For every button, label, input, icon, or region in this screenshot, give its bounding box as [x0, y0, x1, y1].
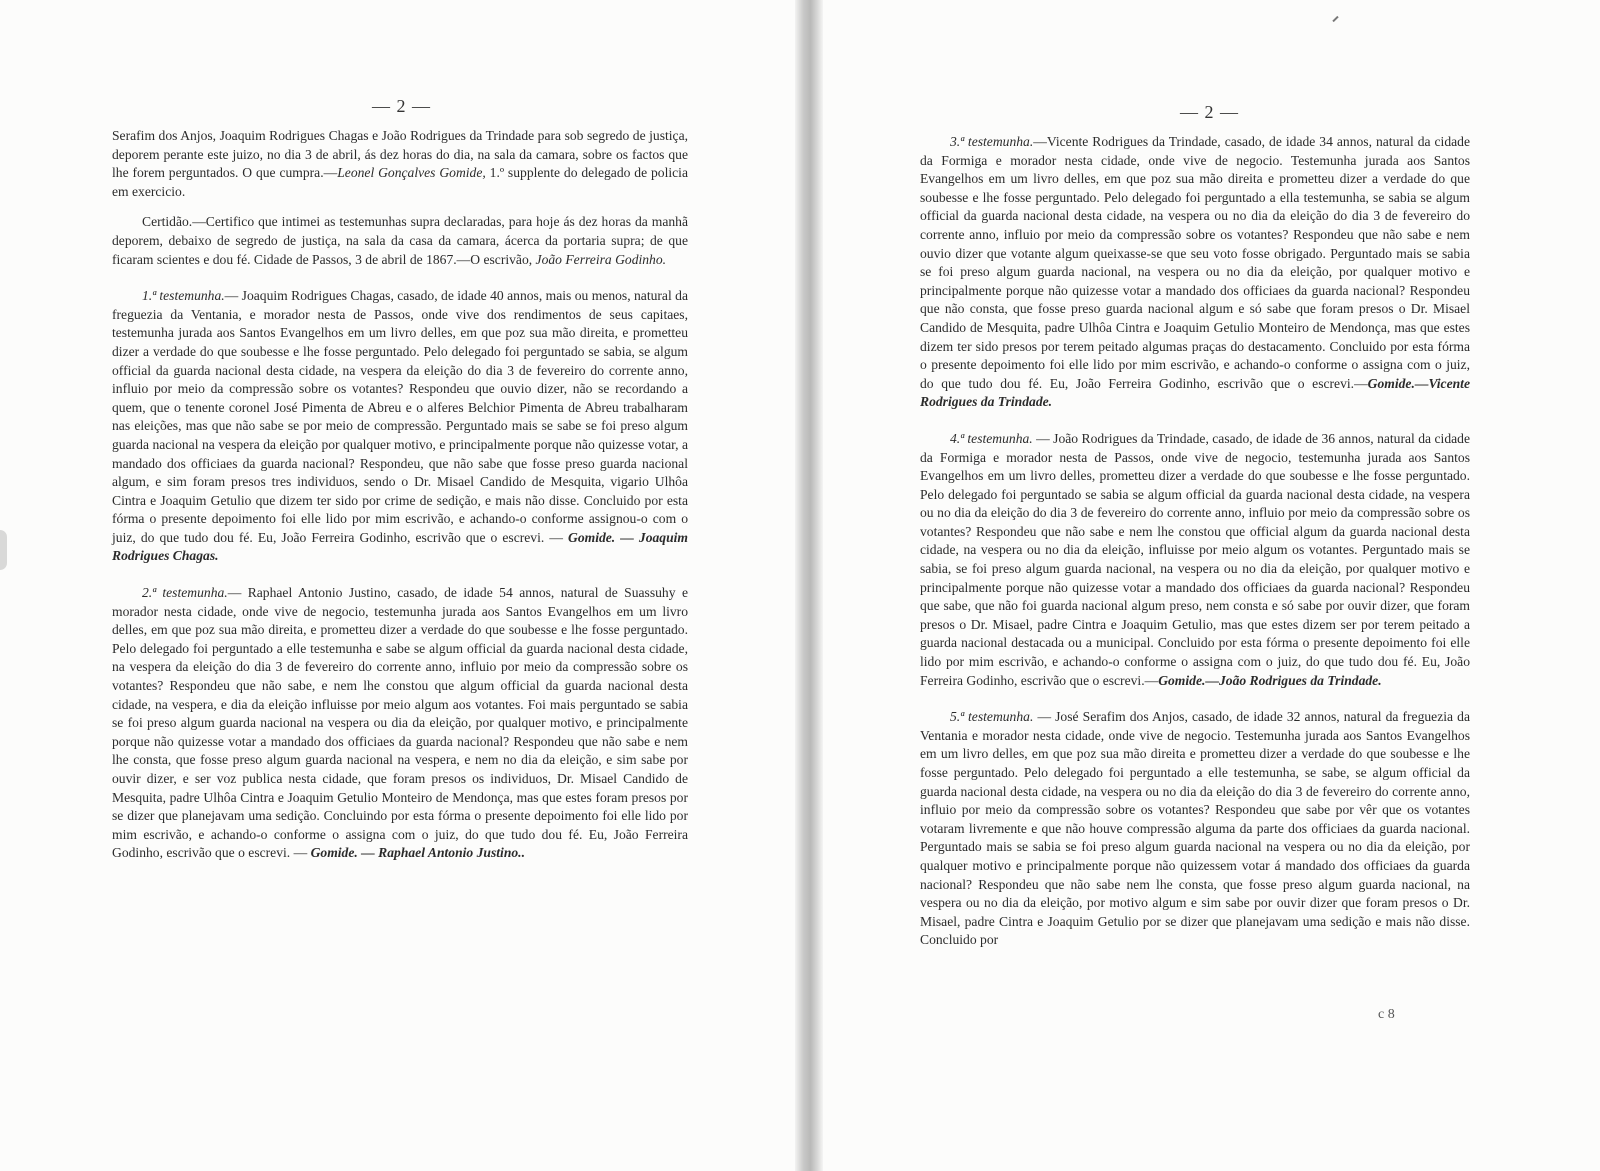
- right-paragraph-2: [920, 708, 1470, 950]
- left-p0-tail: 1.º supplente do delegado de policia em exercicio.: [112, 165, 688, 199]
- right-paragraph-1: [920, 430, 1470, 690]
- left-paragraph-1: [112, 213, 688, 269]
- right-p1-signature: Gomide.—João Rodrigues da Trindade.: [1158, 672, 1382, 688]
- right-p2-text: — José Serafim dos Anjos, casado, de idade 32 annos, natural da freguezia da Ventania e morador nesta cidade, onde vive de negocio. Testemunha jurada aos Santos Evangelhos em um livro delles, em que poz sua mão direita e prometteu dizer a verdade do que soubesse e lhe fosse perguntado. Pelo delegado foi perguntado a elle testemunha, se sabe, se algum official da guarda nacional desta cidade, na vespera ou no dia da eleição do dia 3 de fevereiro do corrente anno, influio por meio da compressão sobre os votantes? Respondeu que sabe por vêr que os votantes votaram livremente e que não houve compressão alguma da parte dos officiaes da guarda nacional. Perguntado mais se sabia se foi preso algum guarda nacional na vespera ou no dia da eleição, por qualquer motivo e principalmente porque não quizessem votar á mandado dos officiaes da guarda nacional? Respondeu que não sabe nem lhe consta, que fosse preso algum guarda nacional, na vespera ou no dia da eleição, por motivo algum e sim sabe por ouvir dizer que foram presos o Dr. Misael, padre Cintra e Joaquim Getulio por se dizer que planejavam uma sedição e mais não disse. Concluido por: [920, 709, 1470, 948]
- left-paragraph-0: [112, 127, 688, 201]
- left-p2-text: — Joaquim Rodrigues Chagas, casado, de idade 40 annos, mais ou menos, natural da freguezia da Ventania, e morador nesta de Passos, onde vive dos rendimentos de seus capitaes, testemunha jurada aos Santos Evangelhos em um livro delles, em que poz sua mão direita, e prometteu dizer a verdade do que soubesse e lhe fosse perguntado. Pelo delegado foi perguntado se sabia, se algum official da guarda nacional desta cidade, na vespera da eleição do dia 3 de fevereiro do corrente anno, influio por meio da compressão sobre os votantes? Respondeu que ouvio dizer, não se recordando a quem, que o tenente coronel José Pimenta de Abreu e o alferes Belchior Pimenta de Abreu trabalharam nas eleições, mas que não sabe se por meio de compressão. Perguntado mais se sabe se foi preso algum guarda nacional na vespera da eleição por qualquer motivo, e principalmente porque não quizesse votar, a mandado dos officiaes da guarda nacional? Respondeu, que não sabe que fosse preso guarda nacional algum, e sim foram presos tres individuos, sendo o Dr. Misael Candido de Mesquita, vigario Ulhôa Cintra e Joaquim Getulio que dizem ter sido por crime de sedição, e mais não disse. Concluido por esta fórma o presente depoimento foi elle lido por mim escrivão, e achando-o conforme assignou-o com o juiz, do que tudo dou fé. Eu, João Ferreira Godinho, escrivão que o escrevi. —: [112, 288, 688, 545]
- left-p0-text: Serafim dos Anjos, Joaquim Rodrigues Chagas e João Rodrigues da Trindade para sob segredo de justiça, deporem perante este juizo, no dia 3 de abril, ás dez horas do dia, na sala da camara, sobre os factos que lhe forem perguntados. O que cumpra.—: [112, 128, 688, 181]
- left-p3-label: 2.ª testemunha.: [142, 585, 228, 601]
- right-p0-text: —Vicente Rodrigues da Trindade, casado, de idade 34 annos, natural da cidade da Formiga e morador nesta cidade, onde vive de negocio. Testemunha jurada aos Santos Evangelhos em um livro delles, em que poz sua mão direita e prometteu dizer a verdade do que soubesse e lhe fosse perguntado. Pelo delegado foi perguntado a ella testemunha, se sabia se algum official da guarda nacional desta cidade, na vespera ou no dia da eleição do dia 3 de fevereiro do corrente anno, influio por meio da compressão sobre os votantes? Respondeu que não sabe e nem ouvio dizer que votante algum queixasse-se que seu voto fosse obrigado. Perguntado mais se sabia se foi preso algum guarda nacional, na vespera ou no dia da eleição, por qualquer motivo e principalmente porque não quizesse votar a mandado dos officiaes da guarda nacional? Respondeu que não consta, que fosse preso guarda nacional algum e só sabe que foram presos o Dr. Misael Candido de Mesquita, padre Ulhôa Cintra e Joaquim Getulio Monteiro de Mendonça, mas que estes dizem ter sido presos por terem peitado algumas praças do destacamento. Concluido por esta fórma o presente depoimento foi elle lido por mim escrivão, e achando-o conforme o assigna com o juiz, do que tudo dou fé. Eu, João Ferreira Godinho, escrivão que o escrevi.—: [920, 134, 1470, 391]
- left-paragraph-2: [112, 287, 688, 566]
- left-p3-text: — Raphael Antonio Justino, casado, de idade 54 annos, natural de Suassuhy e morador nesta cidade, onde vive de negocio, testemunha jurada aos Santos Evangelhos em um livro delles, em que poz sua mão direita, e prometteu dizer a verdade do que soubesse e lhe fosse perguntado. Pelo delegado foi perguntado a elle testemunha e sabe se algum official da guarda nacional desta cidade, na vespera da eleição do dia 3 de fevereiro do corrente anno, influio por meio da compressão sobre os votantes? Respondeu que não sabe, e nem lhe constou que algum official da guarda nacional desta cidade, na vespera, e dia da eleição influisse por meio algum aos votantes. Foi mais perguntado se sabia se foi preso algum guarda nacional na vespera ou dia da eleição, por qualquer motivo, e principalmente porque não quizesse votar a mandado dos officiaes da guarda nacional? Respondeu que não sabe e nem lhe consta, que fosse preso algum guarda nacional na vespera, e nem no dia da eleição, e sim sabe por ouvir dizer, e ser voz publica nesta cidade, que foram presos os individuos, Dr. Misael Candido de Mesquita, padre Ulhôa Cintra e Joaquim Getulio Monteiro de Mendonça, mas que estes foram presos por se dizer que planejavam uma sedição. Concluindo por esta fórma o presente depoimento foi elle lido por mim escrivão, e achando-o conforme o assigna com o juiz, do que tudo dou fé. Eu, João Ferreira Godinho, escrivão que o escrevi. —: [112, 585, 688, 861]
- right-paragraph-0: [920, 133, 1470, 412]
- right-folio: — 2 —: [1180, 102, 1239, 122]
- right-p2-label: 5.ª testemunha.: [950, 709, 1034, 725]
- left-p0-signature: Leonel Gonçalves Gomide,: [337, 165, 486, 181]
- right-p1-label: 4.ª testemunha.: [950, 430, 1033, 446]
- left-p3-signature: Gomide. — Raphael Antonio Justino..: [310, 845, 525, 861]
- left-p2-signature: Gomide. — Joaquim Rodrigues Chagas.: [112, 529, 689, 564]
- left-folio: — 2 —: [372, 96, 431, 116]
- left-p1-text: Certidão.—Certifico que intimei as testemunhas supra declaradas, para hoje ás dez horas da manhã deporem, debaixo de segredo de justiça, na sala da casa da camara, ácerca da portaria supra; de que ficaram scientes e dou fé. Cidade de Passos, 3 de abril de 1867.—O escrivão,: [112, 214, 688, 267]
- book-gutter: [795, 0, 823, 1171]
- left-paragraph-3: [112, 584, 688, 863]
- left-column: [112, 127, 688, 881]
- right-p1-text: — João Rodrigues da Trindade, casado, de idade de 36 annos, natural da cidade da Formiga e morador nesta de Passos, onde vive de negocio, testemunha jurada aos Santos Evangelhos em um livro delles, prometteu dizer a verdade do que soubesse e lhe fosse perguntado. Pelo delegado foi perguntado se sabia se algum official da guarda nacional desta cidade, na vespera ou no dia da eleição do dia 3 de fevereiro do corrente anno, influio por meio da compressão sobre os votantes? Respondeu que não sabe e nem lhe constou que official algum da guarda nacional desta cidade, na vespera ou no dia da eleição, influisse por meio algum os votantes. Perguntado mais se sabia, se foi preso algum guarda nacional, na vespera ou no dia da eleição, por qualquer motivo e principalmente porque não quizesse votar a mandado dos officiaes da guarda nacional? Respondeu que sabe, que não foi guarda nacional algum preso, nem consta e só sabe por ouvir dizer, que foram presos o Dr. Misael, padre Cintra e Joaquim Getulio, mas que estes dizem ser por terem peitado a guarda nacional destacada ou a municipal. Concluido por esta fórma o presente depoimento foi elle lido por mim escrivão, e achando-o conforme o assigna com o juiz, do que tudo dou fé. Eu, João Ferreira Godinho, escrivão que o escrevi.—: [920, 430, 1470, 688]
- left-p1-signature: João Ferreira Godinho.: [535, 251, 667, 267]
- right-p0-signature: Gomide.—Vicente Rodrigues da Trindade.: [920, 375, 1470, 410]
- printer-signature-mark: c 8: [1378, 1007, 1395, 1022]
- right-p0-label: 3.ª testemunha.: [950, 134, 1034, 149]
- left-p2-label: 1.ª testemunha.: [142, 288, 225, 304]
- page-edge-shadow: [0, 530, 7, 570]
- right-column: [920, 133, 1470, 968]
